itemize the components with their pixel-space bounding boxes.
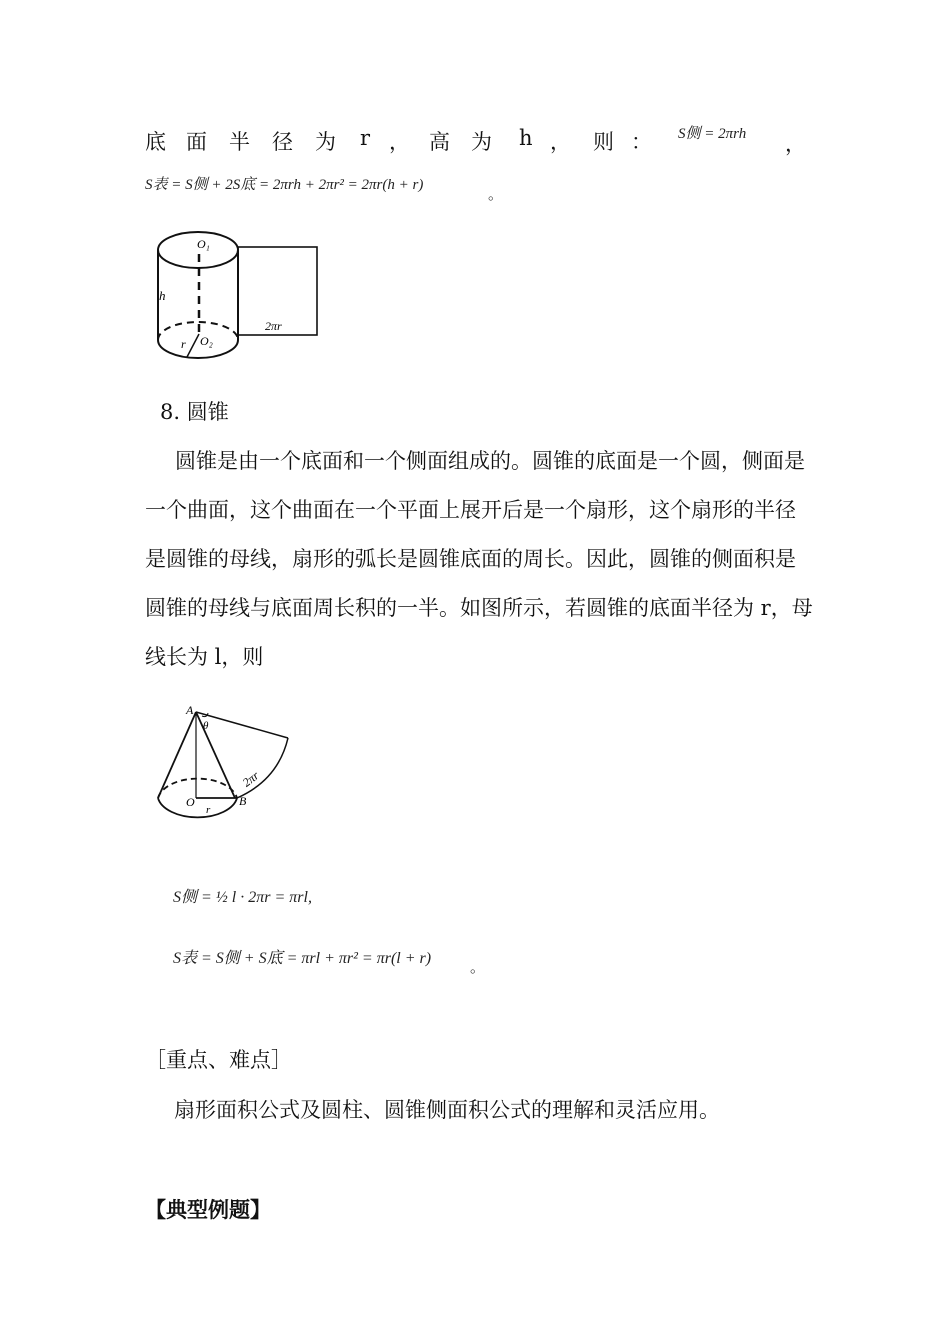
cone-figure: [150, 700, 300, 830]
label-2pir: 2πr: [265, 319, 282, 333]
label-o1: O₁: [197, 237, 210, 251]
label-o: O: [186, 795, 195, 809]
label-theta: θ: [203, 720, 209, 732]
formula-cylinder-side: S侧 = 2πrh: [678, 126, 747, 142]
period: 。: [470, 958, 486, 976]
char: ：: [631, 130, 652, 154]
label-o2: O₂: [200, 334, 213, 348]
label-a: A: [186, 703, 194, 717]
period: 。: [488, 185, 504, 203]
label-r: r: [181, 337, 186, 351]
formula-cylinder-total: S表 = S侧 + 2S底 = 2πrh + 2πr² = 2πr(h + r): [145, 177, 424, 193]
sector-arc: [237, 738, 288, 798]
char: 底: [145, 130, 166, 154]
comma: ，: [785, 132, 806, 156]
char: 为: [315, 130, 336, 154]
label-b: B: [239, 794, 247, 808]
key-points-heading: ［重点、难点］: [145, 1048, 292, 1072]
char: 半: [229, 130, 250, 154]
cone-base-front: [158, 798, 237, 817]
cone-paragraph: [145, 437, 815, 682]
cylinder-bottom-front: [158, 340, 238, 358]
label-r: r: [206, 804, 211, 816]
char: h: [519, 126, 533, 150]
formula-cone-side: S侧 = ½ l · 2πr = πrl,: [173, 889, 312, 906]
cylinder-figure: [150, 222, 330, 367]
label-h: h: [159, 288, 166, 303]
char: r: [360, 126, 371, 150]
cone-paragraph-text: 圆锥是由一个底面和一个侧面组成的。圆锥的底面是一个圆，侧面是一个曲面，这个曲面在一个平面上展开后是一个扇形，这个扇形的半径是圆锥的母线，扇形的弧长是圆锥底面的周长。因此，圆锥的侧面积是圆锥的母线与底面周长积的一半。如图所示，若圆锥的底面半径为 r，母线长为 l，则: [145, 449, 813, 669]
char: ，: [389, 130, 410, 154]
char: ，: [550, 130, 571, 154]
key-points-text: 扇形面积公式及圆柱、圆锥侧面积公式的理解和灵活应用。: [174, 1098, 720, 1122]
char: 高: [429, 130, 450, 154]
label-2pir-arc: 2πr: [239, 768, 262, 790]
char: 面: [186, 130, 207, 154]
cone-base-back: [158, 779, 237, 798]
formula-cone-total: S表 = S侧 + S底 = πrl + πr² = πr(l + r): [173, 950, 432, 967]
section-heading: 8. 圆锥: [160, 400, 229, 424]
char: 为: [471, 130, 492, 154]
char: 径: [272, 130, 293, 154]
examples-heading: 【典型例题】: [145, 1197, 271, 1222]
char: 则: [593, 130, 614, 154]
